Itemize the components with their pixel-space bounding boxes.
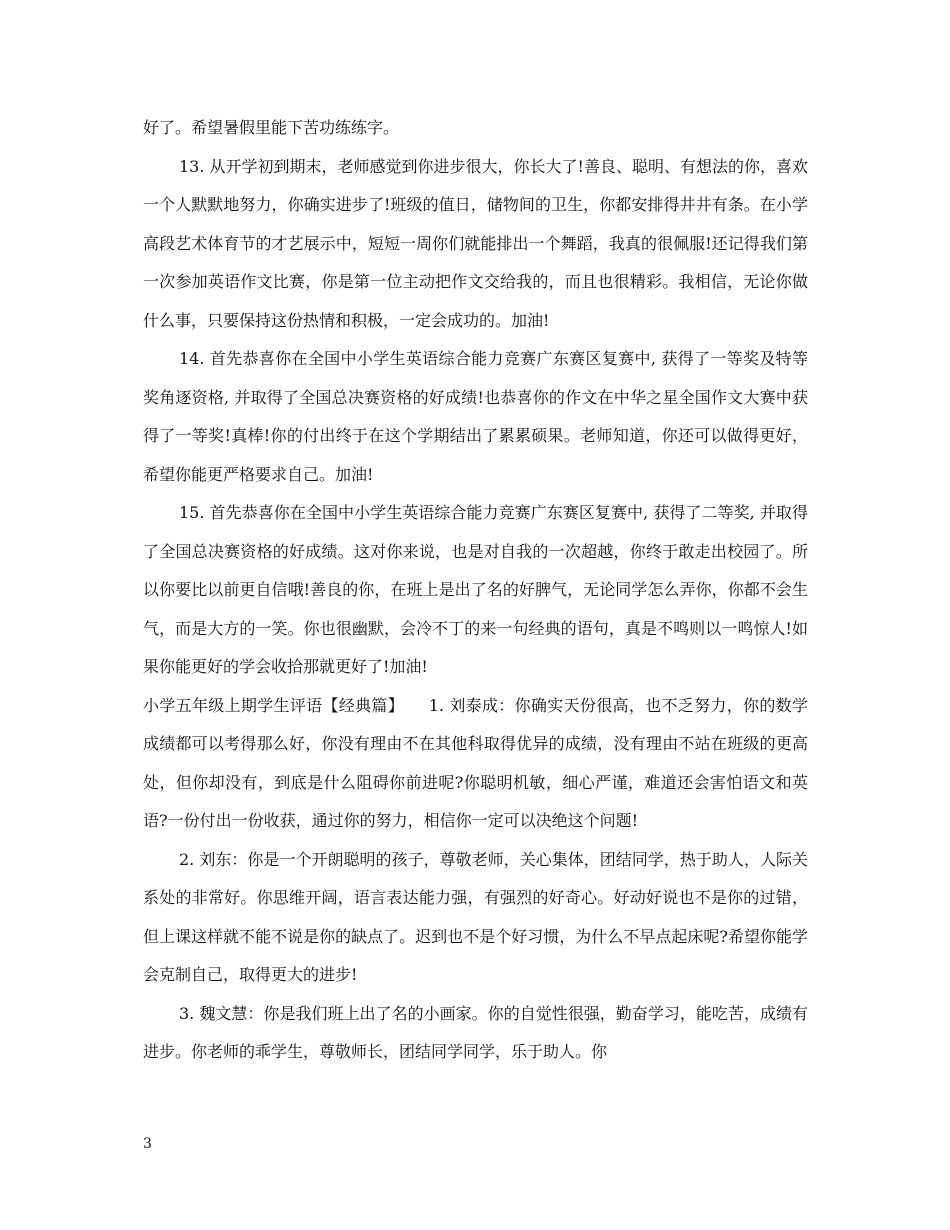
section-heading-paragraph: 小学五年级上期学生评语【经典篇】 1. 刘泰成：你确实天份很高，也不乏努力，你的数学成绩都可以考得那么好，你没有理由不在其他科取得优异的成绩，没有理由不站在班级的更高处，但你却没有，到底是什么阻碍你前进呢?你聪明机敏，细心严谨，难道还会害怕语文和英语?一份付出一份收获，通过你的努力，相信你一定可以决绝这个问题! [143,695,808,830]
paragraph-comment-15: 15. 首先恭喜你在全国中小学生英语综合能力竞赛广东赛区复赛中, 获得了二等奖, 并取得了全国总决赛资格的好成绩。这对你来说，也是对自我的一次超越，你终于敢走出校园了。所以你要比以前更自信哦!善良的你，在班上是出了名的好脾气，无论同学怎么弄你，你都不会生气，而是大方的一笑。你也很幽默，会冷不丁的来一句经典的语句，真是不鸣则以一鸣惊人!如果你能更好的学会收拾那就更好了!加油! [143,503,808,676]
page-number: 3 [143,1136,152,1152]
paragraph-comment-2: 2. 刘东：你是一个开朗聪明的孩子，尊敬老师，关心集体，团结同学，热于助人，人际关系处的非常好。你思维开阔，语言表达能力强，有强烈的好奇心。好动好说也不是你的过错，但上课这样就不能不说是你的缺点了。迟到也不是个好习惯，为什么不早点起床呢?希望你能学会克制自己，取得更大的进步! [143,849,808,984]
paragraph-comment-13: 13. 从开学初到期末，老师感觉到你进步很大，你长大了!善良、聪明、有想法的你，喜欢一个人默默地努力，你确实进步了!班级的值日，储物间的卫生，你都安排得井井有条。在小学高段艺术体育节的才艺展示中，短短一周你们就能排出一个舞蹈，我真的很佩服!还记得我们第一次参加英语作文比赛，你是第一位主动把作文交给我的，而且也很精彩。我相信，无论你做什么事，只要保持这份热情和积极，一定会成功的。加油! [143,156,808,330]
paragraph-comment-3: 3. 魏文慧：你是我们班上出了名的小画家。你的自觉性很强，勤奋学习，能吃苦，成绩有进步。你老师的乖学生，尊敬师长，团结同学同学，乐于助人。你 [143,1003,808,1061]
paragraph-continuation: 好了。希望暑假里能下苦功练练字。 [143,118,400,137]
document-body [143,109,808,1072]
paragraph-comment-14: 14. 首先恭喜你在全国中小学生英语综合能力竞赛广东赛区复赛中, 获得了一等奖及特等奖角逐资格, 并取得了全国总决赛资格的好成绩!也恭喜你的作文在中华之星全国作文大赛中获得了一等奖!真棒!你的付出终于在这个学期结出了累累硕果。老师知道，你还可以做得更好，希望你能更严格要求自己。加油! [143,349,808,484]
